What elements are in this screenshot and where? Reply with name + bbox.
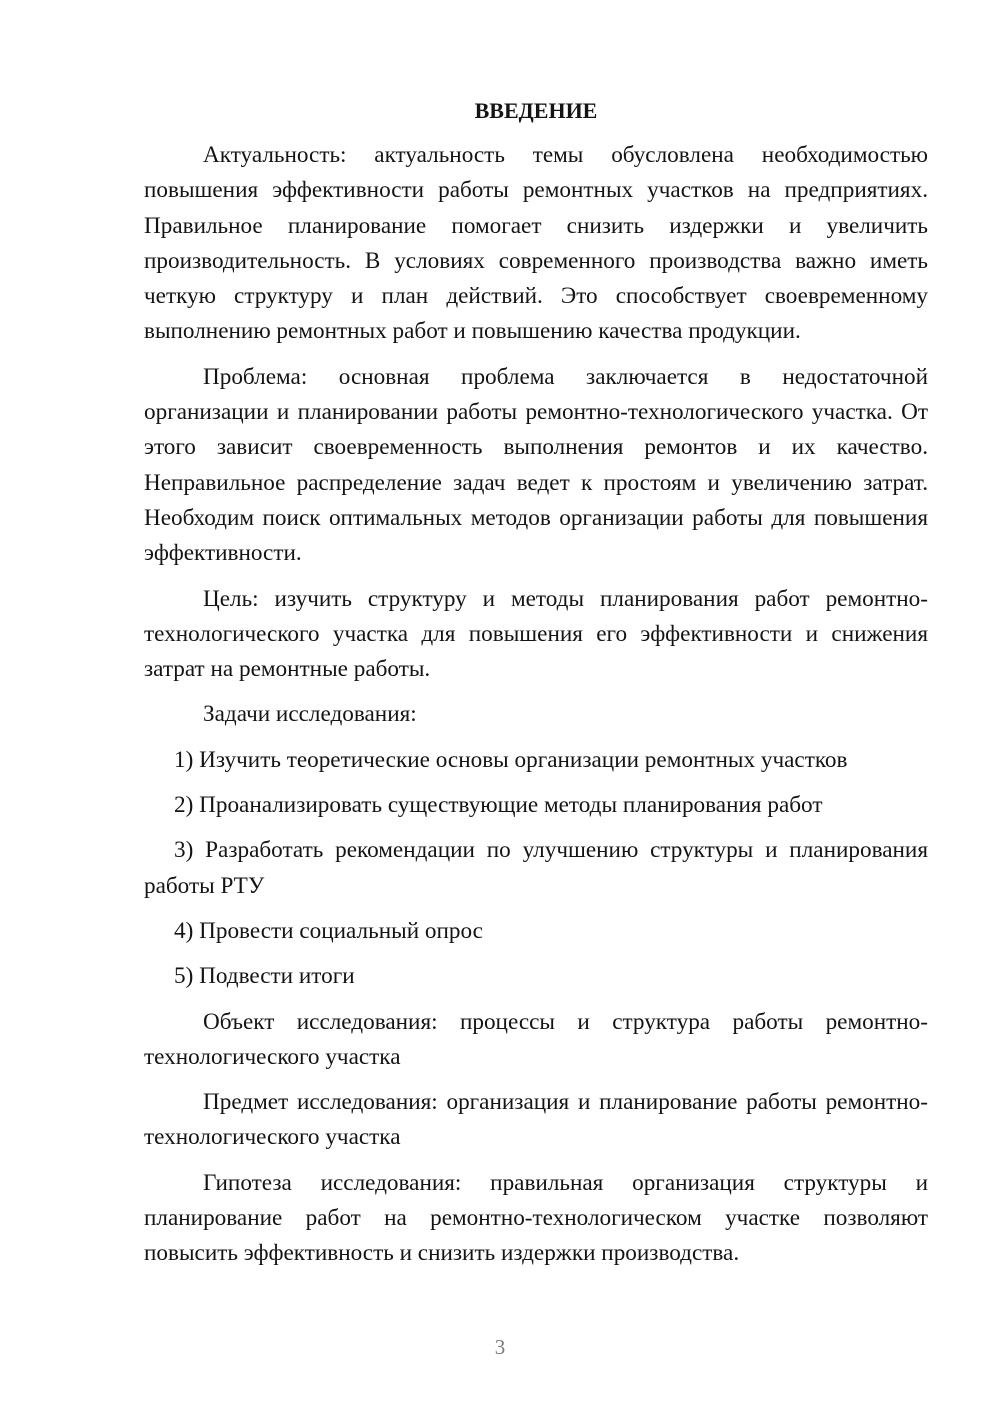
task-item-5: 5) Подвести итоги bbox=[174, 963, 355, 990]
task-item-2: 2) Проанализировать существующие методы планирования работ bbox=[174, 792, 823, 819]
task-item-3: 3) Разработать рекомендации по улучшению структуры и планирования работы РТУ bbox=[144, 837, 928, 899]
goal-paragraph: Цель: изучить структуру и методы планирования работ ремонтно-технологического участка для повышения его эффективности и снижения затрат на ремонтные работы. bbox=[144, 585, 928, 683]
object-paragraph: Объект исследования: процессы и структура работы ремонтно-технологического участка bbox=[144, 1008, 928, 1070]
hypothesis-paragraph: Гипотеза исследования: правильная организация структуры и планирование работ на ремонтно-технологическом участке позволяют повысить эффективность и снизить издержки производства. bbox=[144, 1169, 928, 1267]
task-list bbox=[144, 743, 928, 995]
task-item-4: 4) Провести социальный опрос bbox=[174, 917, 483, 944]
problem-paragraph: Проблема: основная проблема заключается в недостаточной организации и планировании работы ремонтно-технологического участка. От этого зависит своевременность выполнения ремонтов и их качество. Неправильное распределение задач ведет к простоям и увеличению затрат. Необходим поиск оптимальных методов организации работы для повышения эффективности. bbox=[144, 363, 928, 567]
subject-paragraph: Предмет исследования: организация и планирование работы ремонтно-технологического участка bbox=[144, 1089, 928, 1151]
page-content bbox=[144, 94, 928, 1282]
tasks-heading: Задачи исследования: bbox=[203, 701, 417, 728]
task-item-1: 1) Изучить теоретические основы организации ремонтных участков bbox=[174, 746, 848, 773]
relevance-paragraph: Актуальность: актуальность темы обусловлена необходимостью повышения эффективности работы ремонтных участков на предприятиях. Правильное планирование помогает снизить издержки и увеличить производительность. В условиях современного производства важно иметь четкую структуру и план действий. Это способствует своевременному выполнению ремонтных работ и повышению качества продукции. bbox=[144, 142, 928, 345]
section-title: ВВЕДЕНИЕ bbox=[474, 98, 598, 123]
page-number: 3 bbox=[494, 1335, 506, 1359]
